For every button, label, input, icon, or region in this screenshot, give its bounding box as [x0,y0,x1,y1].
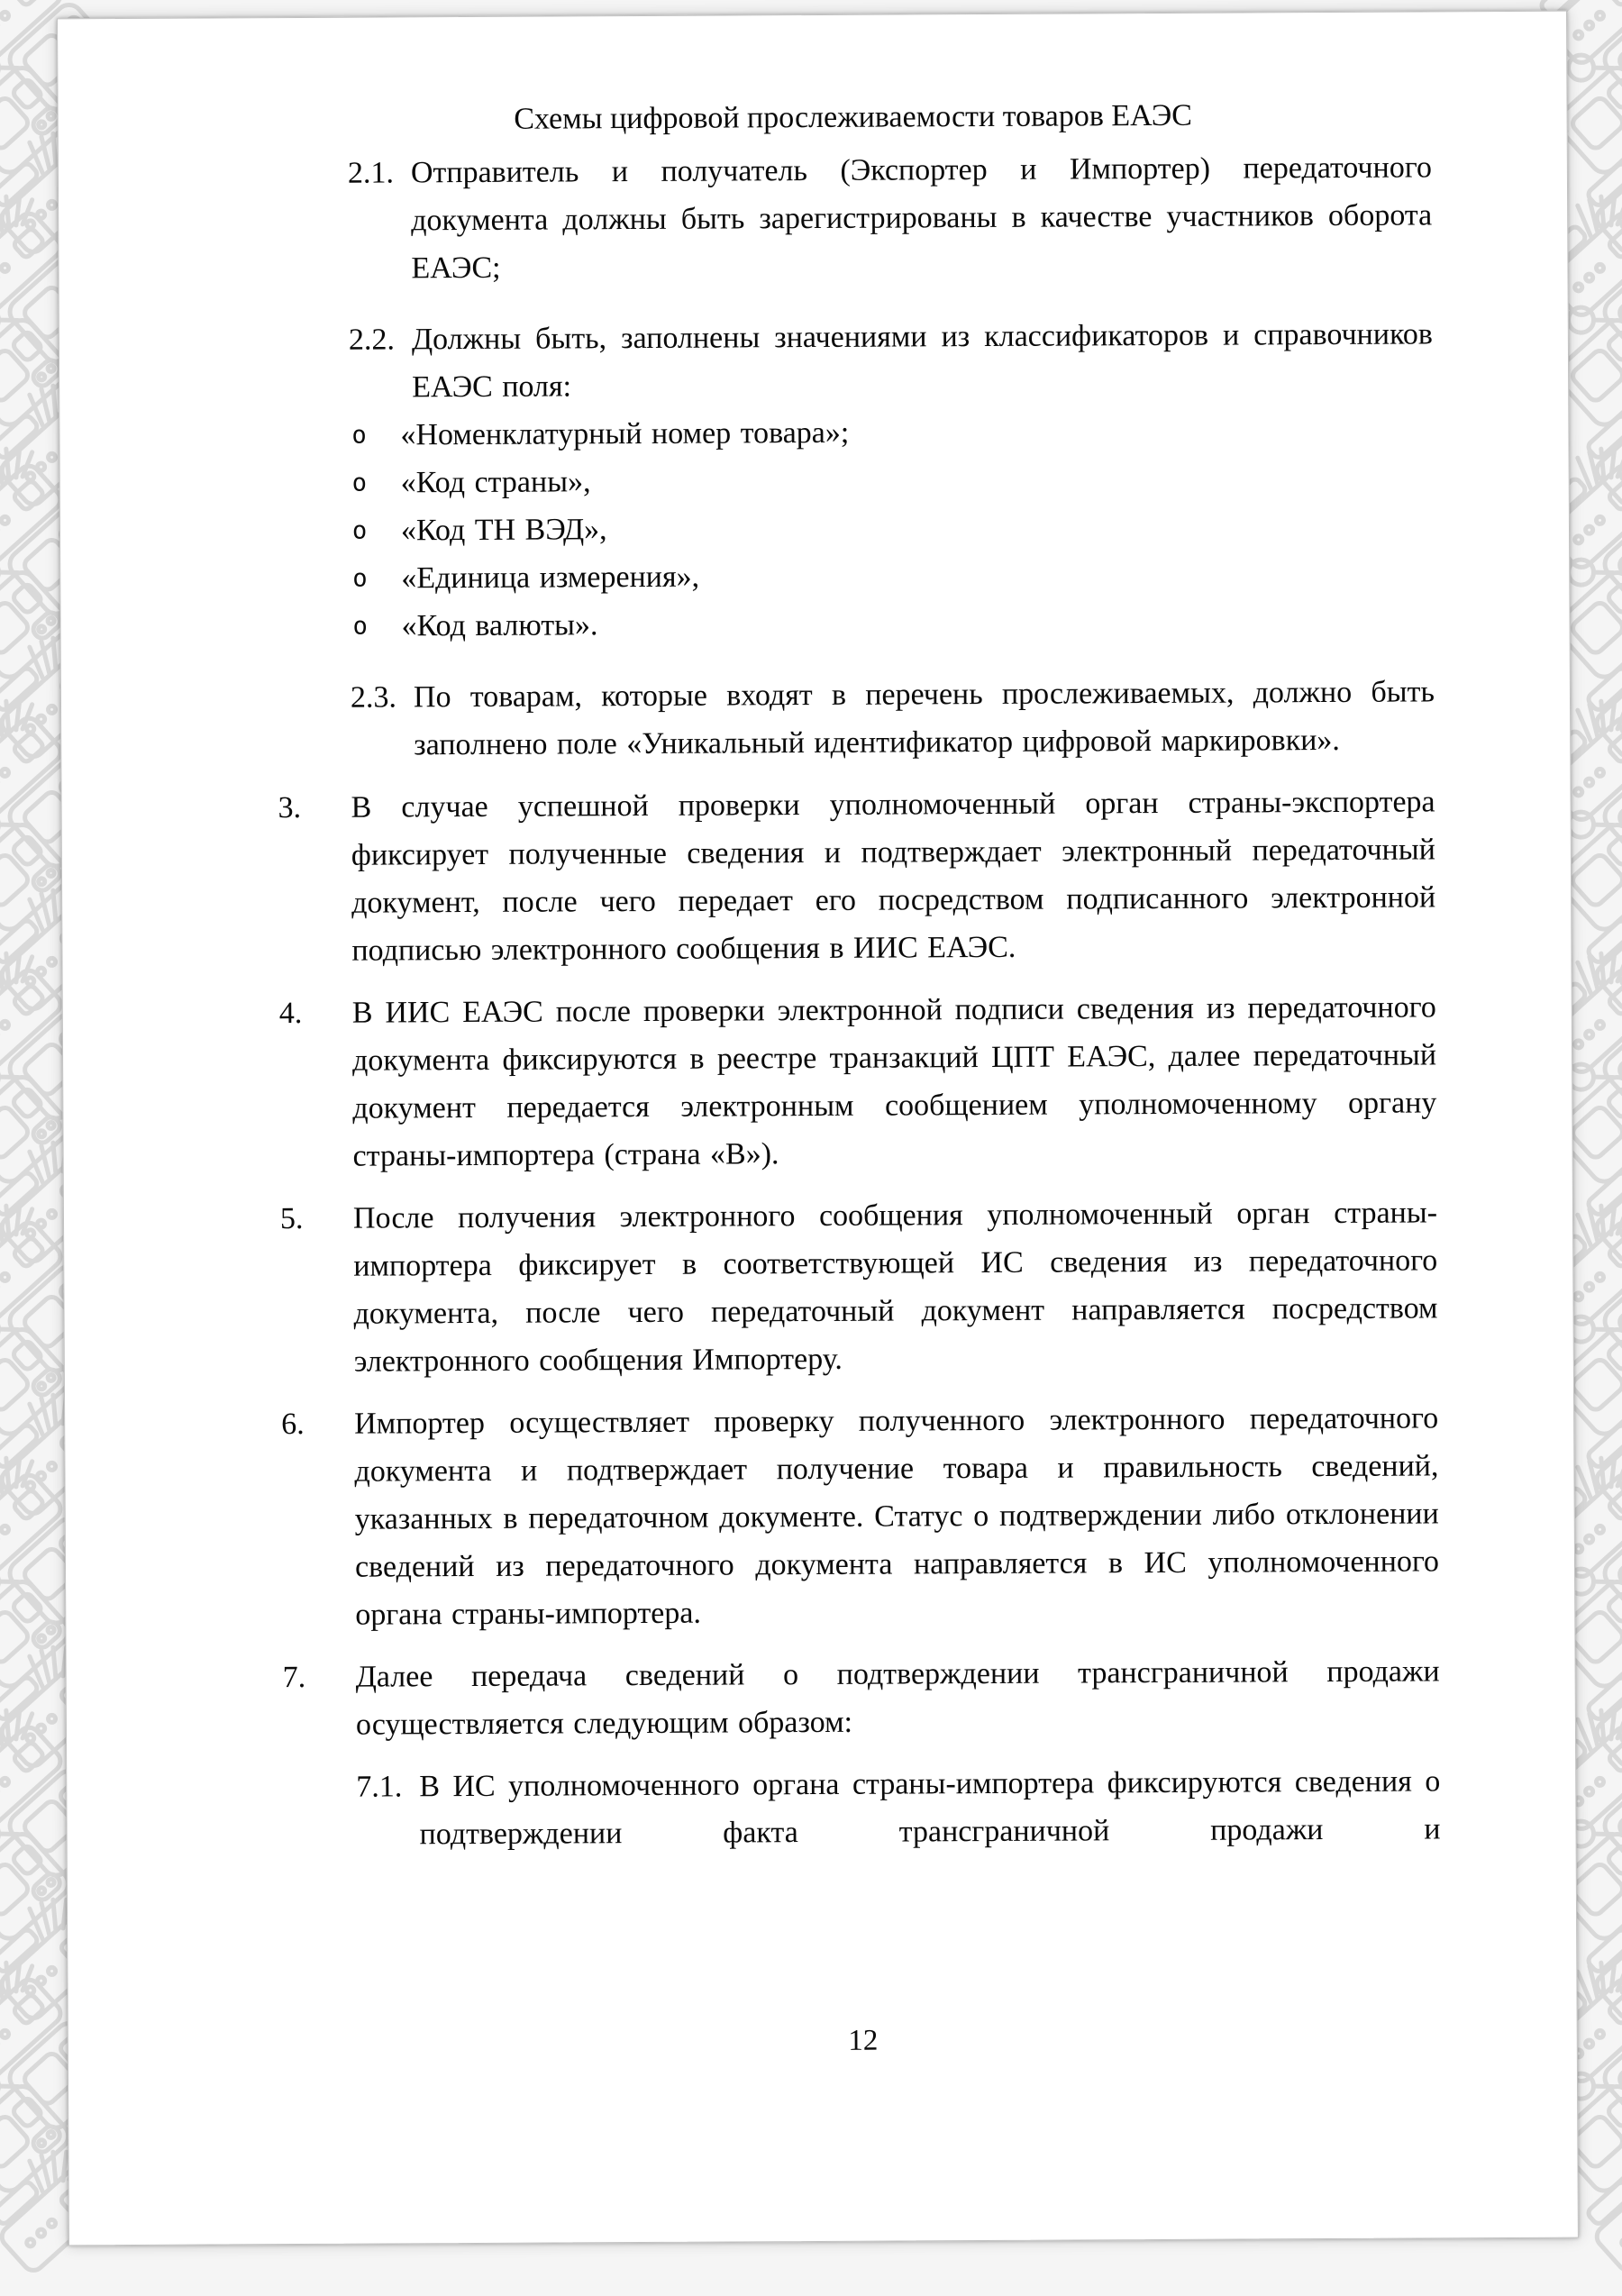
bullet-item [60,453,1434,508]
item-text: Далее передача сведений о подтверждении трансграничной продажи осуществляется следующим образом: [355,1654,1440,1742]
item-text: В ИИС ЕАЭС после проверки электронной подписи сведения из передаточного документа фиксируются в реестре транзакций ЦПТ ЕАЭС, далее передаточный документ передается электронным сообщением уполномоченному органу страны-импортера (страна «В»). [351,990,1437,1173]
bullet-marker: o [352,612,368,641]
bullet-marker: o [352,564,368,593]
item-number: 5. [279,1201,304,1236]
list-item [65,1394,1439,1640]
list-item [59,143,1433,294]
item-text: После получения электронного сообщения уполномоченный орган страны-импортера фиксирует в соответствующей ИС сведения из передаточного документа, после чего передаточный документ направляется посредством электронного сообщения Импортеру. [352,1196,1438,1379]
list-item [61,668,1435,770]
item-text: «Код ТН ВЭД», [400,513,607,548]
document-body [59,143,1576,1861]
bullet-marker: o [351,469,368,497]
document-page [57,11,1579,2246]
item-number: 2.3. [350,680,397,715]
item-text: «Код страны», [400,465,591,500]
page-number: 12 [848,2024,879,2057]
bullet-item [60,549,1434,604]
list-item [59,310,1434,413]
bullet-item [60,597,1434,651]
item-number: 7.1. [356,1770,403,1804]
item-number: 2.1. [347,156,395,190]
item-number: 2.2. [348,323,395,357]
item-number: 7. [282,1660,306,1695]
item-text: Отправитель и получатель (Экспортер и Импортер) передаточного документа должны быть зарегистрированы в качестве участников оборота ЕАЭС; [410,150,1433,286]
item-text: «Код валюты». [401,608,598,643]
item-text: По товарам, которые входят в перечень прослеживаемых, должно быть заполнено поле «Уникальный идентификатор цифровой маркировки». [413,675,1435,762]
list-item [67,1647,1441,1750]
item-number: 4. [278,996,303,1031]
list-item [61,778,1435,976]
item-text: «Единица измерения», [401,560,700,596]
bullet-marker: o [351,516,368,545]
list-item [63,983,1437,1181]
bullet-item [59,405,1433,460]
item-text: Импортер осуществляет проверку полученного электронного передаточного документа и подтверждает получение товара и правильность сведений, указанных в передаточном документе. Статус о подтверждении либо отклонении сведений из передаточного документа направляется в ИС уполномоченного органа страны-импортера. [354,1401,1440,1632]
list-item [64,1189,1438,1387]
item-text: «Номенклатурный номер товара»; [400,415,850,452]
item-text: В ИС уполномоченного органа страны-импортера фиксируются сведения о подтверждении факта трансграничной продажи и [419,1764,1441,1852]
list-item [67,1757,1441,1860]
bullet-marker: o [351,421,367,450]
item-number: 3. [278,790,302,825]
item-text: В случае успешной проверки уполномоченный орган страны-экспортера фиксирует полученные сведения и подтверждает электронный передаточный документ, после чего передает его посредством подписанного электронной подписью электронного сообщения в ИИС ЕАЭС. [351,785,1436,968]
item-number: 6. [281,1407,305,1442]
item-text: Должны быть, заполнены значениями из классификаторов и справочников ЕАЭС поля: [411,317,1433,405]
page-title: Схемы цифровой прослеживаемости товаров ЕАЭС [514,98,1193,136]
bullet-item [60,501,1434,556]
